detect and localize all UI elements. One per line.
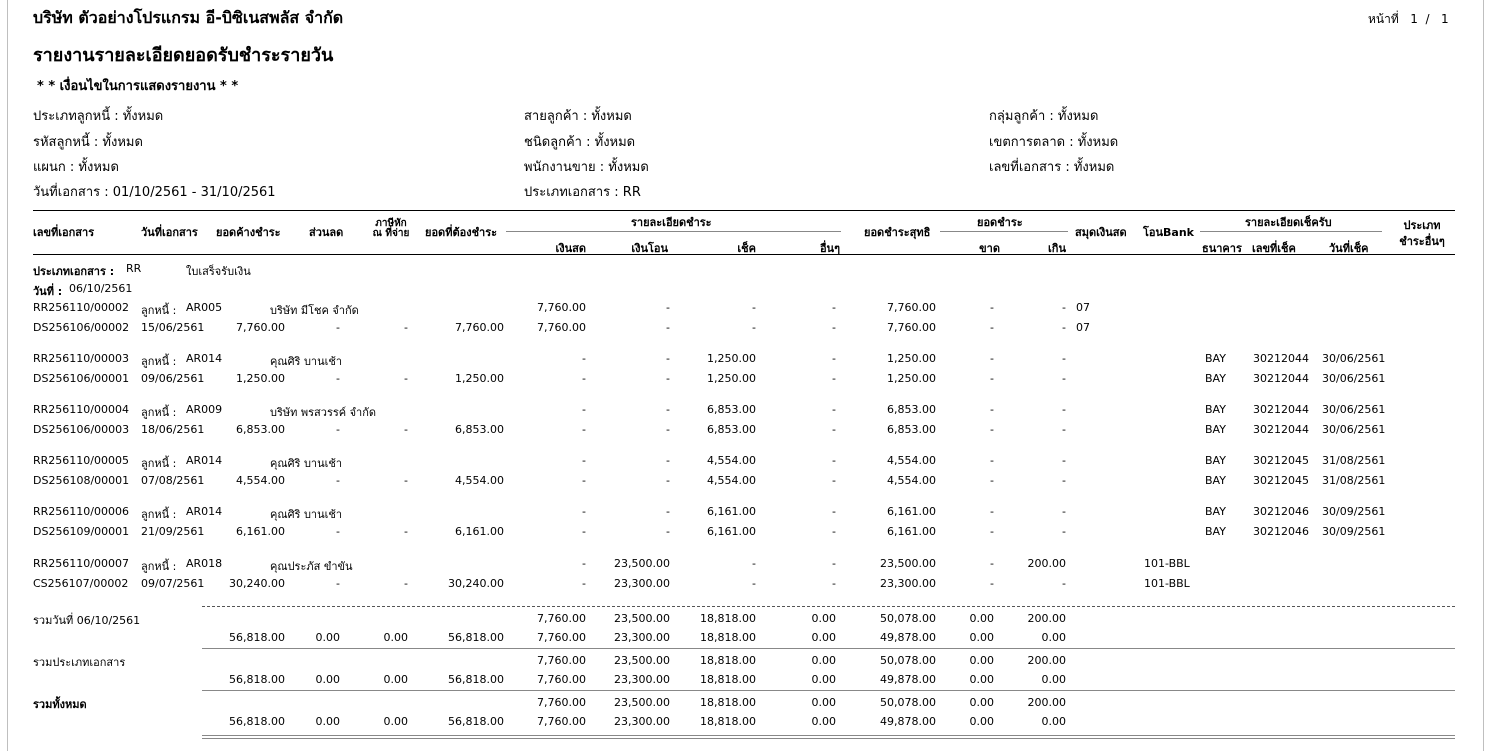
invoice-cheque-no: 30212046 bbox=[1253, 525, 1309, 538]
total-bottom-short: 0.00 bbox=[969, 715, 994, 728]
receipt-cheque-no: 30212046 bbox=[1253, 505, 1309, 518]
invoice-short: - bbox=[990, 423, 994, 436]
total-bottom-cash: 7,760.00 bbox=[537, 673, 586, 686]
criteria-debtor-type: ประเภทลูกหนี้ : ทั้งหมด bbox=[33, 109, 164, 124]
receipt-bank: BAY bbox=[1205, 454, 1226, 467]
total-label: รวมประเภทเอกสาร bbox=[33, 656, 126, 669]
invoice-discount: - bbox=[336, 321, 340, 334]
receipt-short: - bbox=[990, 505, 994, 518]
invoice-doc-no: DS256106/00001 bbox=[33, 372, 130, 385]
receipt-cheque: 6,853.00 bbox=[707, 403, 756, 416]
receipt-cash: 7,760.00 bbox=[537, 301, 586, 314]
header-short: ขาด bbox=[979, 242, 1000, 255]
receipt-short: - bbox=[990, 454, 994, 467]
invoice-transfer: - bbox=[666, 372, 670, 385]
header-other-type-line1: ประเภท bbox=[1403, 219, 1441, 232]
header-payment-detail: รายละเอียดชำระ bbox=[631, 216, 712, 229]
receipt-customer-code: AR009 bbox=[186, 403, 223, 416]
invoice-cheque-no: 30212044 bbox=[1253, 423, 1309, 436]
receipt-customer-label: ลูกหนี้ : bbox=[141, 508, 177, 521]
total-separator bbox=[202, 648, 1455, 649]
receipt-cheque-date: 30/06/2561 bbox=[1322, 403, 1386, 416]
invoice-cheque-date: 30/09/2561 bbox=[1322, 525, 1386, 538]
receipt-transfer: - bbox=[666, 352, 670, 365]
total-separator bbox=[202, 606, 1455, 607]
invoice-cash: - bbox=[582, 525, 586, 538]
receipt-cheque: - bbox=[752, 301, 756, 314]
invoice-due: 30,240.00 bbox=[448, 577, 504, 590]
invoice-transfer: 23,300.00 bbox=[614, 577, 670, 590]
header-wht-line1: ภาษีหัก bbox=[375, 218, 407, 229]
invoice-discount: - bbox=[336, 474, 340, 487]
invoice-cheque: 4,554.00 bbox=[707, 474, 756, 487]
header-wht-line2: ณ ที่จ่าย bbox=[372, 228, 410, 239]
total-bottom-due: 56,818.00 bbox=[448, 715, 504, 728]
header-bank: ธนาคาร bbox=[1202, 242, 1242, 255]
invoice-cheque: - bbox=[752, 577, 756, 590]
receipt-over: - bbox=[1062, 505, 1066, 518]
total-bottom-due: 56,818.00 bbox=[448, 673, 504, 686]
receipt-transfer: - bbox=[666, 403, 670, 416]
total-top-net: 50,078.00 bbox=[880, 654, 936, 667]
invoice-cash: - bbox=[582, 577, 586, 590]
receipt-cheque-date: 31/08/2561 bbox=[1322, 454, 1386, 467]
receipt-customer-label: ลูกหนี้ : bbox=[141, 560, 177, 573]
invoice-other: - bbox=[832, 372, 836, 385]
invoice-bank: BAY bbox=[1205, 525, 1226, 538]
header-other-type bbox=[1392, 218, 1452, 250]
invoice-cash: - bbox=[582, 372, 586, 385]
total-top-cheque: 18,818.00 bbox=[700, 612, 756, 625]
total-bottom-transfer: 23,300.00 bbox=[614, 673, 670, 686]
invoice-outstanding: 7,760.00 bbox=[236, 321, 285, 334]
header-cash: เงินสด bbox=[555, 242, 586, 255]
invoice-short: - bbox=[990, 321, 994, 334]
header-paid-group: ยอดชำระ bbox=[977, 216, 1023, 229]
invoice-transfer: - bbox=[666, 474, 670, 487]
total-top-over: 200.00 bbox=[1027, 654, 1066, 667]
grand-total-rule-2 bbox=[202, 738, 1455, 739]
total-bottom-over: 0.00 bbox=[1041, 715, 1066, 728]
total-bottom-over: 0.00 bbox=[1041, 673, 1066, 686]
invoice-other: - bbox=[832, 321, 836, 334]
header-cheque-date: วันที่เช็ค bbox=[1329, 242, 1369, 255]
invoice-cash: - bbox=[582, 474, 586, 487]
invoice-transfer: - bbox=[666, 321, 670, 334]
total-bottom-wht: 0.00 bbox=[383, 715, 408, 728]
total-bottom-other: 0.00 bbox=[811, 673, 836, 686]
invoice-wht: - bbox=[404, 321, 408, 334]
total-top-short: 0.00 bbox=[969, 696, 994, 709]
header-amount-due: ยอดที่ต้องชำระ bbox=[425, 226, 498, 239]
receipt-transfer: - bbox=[666, 505, 670, 518]
invoice-short: - bbox=[990, 474, 994, 487]
receipt-cheque: 1,250.00 bbox=[707, 352, 756, 365]
invoice-net: 6,161.00 bbox=[887, 525, 936, 538]
date-label: วันที่ : bbox=[33, 285, 63, 298]
invoice-cheque-date: 30/06/2561 bbox=[1322, 372, 1386, 385]
invoice-short: - bbox=[990, 577, 994, 590]
invoice-outstanding: 4,554.00 bbox=[236, 474, 285, 487]
receipt-net: 6,853.00 bbox=[887, 403, 936, 416]
receipt-net: 1,250.00 bbox=[887, 352, 936, 365]
receipt-cheque: 6,161.00 bbox=[707, 505, 756, 518]
invoice-other: - bbox=[832, 525, 836, 538]
receipt-cheque-no: 30212044 bbox=[1253, 352, 1309, 365]
receipt-over: - bbox=[1062, 454, 1066, 467]
receipt-doc-no: RR256110/00007 bbox=[33, 557, 129, 570]
grand-total-rule-1 bbox=[202, 735, 1455, 736]
total-bottom-short: 0.00 bbox=[969, 673, 994, 686]
invoice-outstanding: 1,250.00 bbox=[236, 372, 285, 385]
receipt-transfer: - bbox=[666, 301, 670, 314]
invoice-over: - bbox=[1062, 577, 1066, 590]
invoice-cheque: 6,853.00 bbox=[707, 423, 756, 436]
page-border-left bbox=[7, 0, 8, 751]
receipt-other: - bbox=[832, 505, 836, 518]
receipt-customer-label: ลูกหนี้ : bbox=[141, 355, 177, 368]
total-bottom-transfer: 23,300.00 bbox=[614, 715, 670, 728]
total-bottom-cash: 7,760.00 bbox=[537, 631, 586, 644]
header-other-type-line2: ชำระอื่นๆ bbox=[1399, 235, 1445, 248]
invoice-net: 7,760.00 bbox=[887, 321, 936, 334]
invoice-date: 18/06/2561 bbox=[141, 423, 205, 436]
criteria-market-zone: เขตการตลาด : ทั้งหมด bbox=[989, 135, 1119, 150]
doc-type-name: ใบเสร็จรับเงิน bbox=[186, 265, 251, 278]
receipt-net: 4,554.00 bbox=[887, 454, 936, 467]
receipt-over: - bbox=[1062, 352, 1066, 365]
receipt-cash: - bbox=[582, 352, 586, 365]
invoice-net: 4,554.00 bbox=[887, 474, 936, 487]
header-wht bbox=[366, 219, 416, 239]
receipt-cheque: - bbox=[752, 557, 756, 570]
invoice-doc-no: DS256108/00001 bbox=[33, 474, 130, 487]
total-bottom-outstanding: 56,818.00 bbox=[229, 715, 285, 728]
total-bottom-wht: 0.00 bbox=[383, 673, 408, 686]
criteria-customer-group: กลุ่มลูกค้า : ทั้งหมด bbox=[989, 109, 1099, 124]
receipt-short: - bbox=[990, 557, 994, 570]
invoice-due: 6,853.00 bbox=[455, 423, 504, 436]
invoice-discount: - bbox=[336, 423, 340, 436]
receipt-customer-code: AR005 bbox=[186, 301, 223, 314]
total-top-short: 0.00 bbox=[969, 654, 994, 667]
receipt-doc-no: RR256110/00002 bbox=[33, 301, 129, 314]
invoice-bank: BAY bbox=[1205, 423, 1226, 436]
total-top-cash: 7,760.00 bbox=[537, 654, 586, 667]
total-top-net: 50,078.00 bbox=[880, 612, 936, 625]
receipt-doc-no: RR256110/00003 bbox=[33, 352, 129, 365]
receipt-customer-label: ลูกหนี้ : bbox=[141, 457, 177, 470]
total-bottom-wht: 0.00 bbox=[383, 631, 408, 644]
invoice-cheque-date: 30/06/2561 bbox=[1322, 423, 1386, 436]
total-top-short: 0.00 bbox=[969, 612, 994, 625]
invoice-date: 09/07/2561 bbox=[141, 577, 205, 590]
total-bottom-due: 56,818.00 bbox=[448, 631, 504, 644]
header-doc-date: วันที่เอกสาร bbox=[141, 226, 198, 239]
receipt-customer-label: ลูกหนี้ : bbox=[141, 406, 177, 419]
header-top-rule bbox=[33, 210, 1455, 211]
receipt-other: - bbox=[832, 454, 836, 467]
invoice-due: 6,161.00 bbox=[455, 525, 504, 538]
receipt-bank: BAY bbox=[1205, 403, 1226, 416]
invoice-short: - bbox=[990, 525, 994, 538]
invoice-net: 1,250.00 bbox=[887, 372, 936, 385]
receipt-cash: - bbox=[582, 403, 586, 416]
total-bottom-outstanding: 56,818.00 bbox=[229, 673, 285, 686]
header-net-paid: ยอดชำระสุทธิ bbox=[864, 226, 931, 239]
receipt-bank-transfer: 101-BBL bbox=[1144, 557, 1190, 570]
total-top-transfer: 23,500.00 bbox=[614, 696, 670, 709]
date-value: 06/10/2561 bbox=[69, 282, 133, 295]
receipt-cashbook: 07 bbox=[1076, 301, 1090, 314]
receipt-bank: BAY bbox=[1205, 505, 1226, 518]
total-bottom-short: 0.00 bbox=[969, 631, 994, 644]
invoice-doc-no: CS256107/00002 bbox=[33, 577, 129, 590]
total-top-cash: 7,760.00 bbox=[537, 612, 586, 625]
invoice-due: 7,760.00 bbox=[455, 321, 504, 334]
invoice-due: 1,250.00 bbox=[455, 372, 504, 385]
total-top-other: 0.00 bbox=[811, 612, 836, 625]
criteria-debtor-code: รหัสลูกหนี้ : ทั้งหมด bbox=[33, 135, 143, 150]
total-bottom-discount: 0.00 bbox=[315, 631, 340, 644]
receipt-cash: - bbox=[582, 505, 586, 518]
invoice-short: - bbox=[990, 372, 994, 385]
doc-type-label: ประเภทเอกสาร : bbox=[33, 265, 115, 278]
receipt-customer-name: คุณศิริ บานเช้า bbox=[270, 508, 343, 521]
total-bottom-outstanding: 56,818.00 bbox=[229, 631, 285, 644]
total-label: รวมทั้งหมด bbox=[33, 698, 87, 711]
criteria-department: แผนก : ทั้งหมด bbox=[33, 160, 119, 175]
total-top-transfer: 23,500.00 bbox=[614, 612, 670, 625]
receipt-customer-name: บริษัท พรสวรรค์ จำกัด bbox=[270, 406, 377, 419]
invoice-bank: BAY bbox=[1205, 372, 1226, 385]
total-top-other: 0.00 bbox=[811, 696, 836, 709]
receipt-over: - bbox=[1062, 403, 1066, 416]
invoice-transfer: - bbox=[666, 525, 670, 538]
total-bottom-net: 49,878.00 bbox=[880, 715, 936, 728]
criteria-customer-line: สายลูกค้า : ทั้งหมด bbox=[524, 109, 632, 124]
total-bottom-cheque: 18,818.00 bbox=[700, 631, 756, 644]
invoice-wht: - bbox=[404, 525, 408, 538]
invoice-net: 6,853.00 bbox=[887, 423, 936, 436]
invoice-bank: BAY bbox=[1205, 474, 1226, 487]
header-bank-transfer: โอนBank bbox=[1143, 226, 1194, 239]
receipt-customer-code: AR014 bbox=[186, 352, 223, 365]
invoice-over: - bbox=[1062, 372, 1066, 385]
total-top-transfer: 23,500.00 bbox=[614, 654, 670, 667]
invoice-other: - bbox=[832, 423, 836, 436]
receipt-doc-no: RR256110/00005 bbox=[33, 454, 129, 467]
criteria-doc-date: วันที่เอกสาร : 01/10/2561 - 31/10/2561 bbox=[33, 185, 276, 200]
invoice-over: - bbox=[1062, 525, 1066, 538]
invoice-bank-transfer: 101-BBL bbox=[1144, 577, 1190, 590]
total-bottom-cheque: 18,818.00 bbox=[700, 673, 756, 686]
invoice-cheque: - bbox=[752, 321, 756, 334]
receipt-short: - bbox=[990, 301, 994, 314]
receipt-customer-name: คุณศิริ บานเช้า bbox=[270, 457, 343, 470]
receipt-transfer: 23,500.00 bbox=[614, 557, 670, 570]
invoice-cheque: 1,250.00 bbox=[707, 372, 756, 385]
invoice-date: 21/09/2561 bbox=[141, 525, 205, 538]
header-doc-no: เลขที่เอกสาร bbox=[33, 226, 95, 239]
invoice-discount: - bbox=[336, 372, 340, 385]
invoice-date: 15/06/2561 bbox=[141, 321, 205, 334]
header-cashbook: สมุดเงินสด bbox=[1075, 226, 1127, 239]
report-title: รายงานรายละเอียดยอดรับชำระรายวัน bbox=[33, 45, 334, 66]
total-separator bbox=[202, 690, 1455, 691]
total-top-net: 50,078.00 bbox=[880, 696, 936, 709]
invoice-cash: 7,760.00 bbox=[537, 321, 586, 334]
header-other: อื่นๆ bbox=[819, 242, 840, 255]
receipt-cash: - bbox=[582, 454, 586, 467]
total-bottom-discount: 0.00 bbox=[315, 715, 340, 728]
total-label: รวมวันที่ 06/10/2561 bbox=[33, 614, 141, 627]
invoice-due: 4,554.00 bbox=[455, 474, 504, 487]
receipt-customer-code: AR014 bbox=[186, 505, 223, 518]
invoice-cashbook: 07 bbox=[1076, 321, 1090, 334]
receipt-other: - bbox=[832, 352, 836, 365]
invoice-wht: - bbox=[404, 474, 408, 487]
page-border-right bbox=[1483, 0, 1484, 751]
total-top-cheque: 18,818.00 bbox=[700, 696, 756, 709]
receipt-customer-code: AR018 bbox=[186, 557, 223, 570]
invoice-outstanding: 30,240.00 bbox=[229, 577, 285, 590]
total-top-cheque: 18,818.00 bbox=[700, 654, 756, 667]
criteria-salesperson: พนักงานขาย : ทั้งหมด bbox=[524, 160, 649, 175]
header-cheque-detail: รายละเอียดเช็ครับ bbox=[1245, 216, 1332, 229]
invoice-wht: - bbox=[404, 372, 408, 385]
total-bottom-over: 0.00 bbox=[1041, 631, 1066, 644]
invoice-net: 23,300.00 bbox=[880, 577, 936, 590]
invoice-cheque: 6,161.00 bbox=[707, 525, 756, 538]
receipt-customer-name: คุณศิริ บานเช้า bbox=[270, 355, 343, 368]
invoice-wht: - bbox=[404, 423, 408, 436]
invoice-transfer: - bbox=[666, 423, 670, 436]
receipt-net: 23,500.00 bbox=[880, 557, 936, 570]
receipt-short: - bbox=[990, 403, 994, 416]
receipt-doc-no: RR256110/00004 bbox=[33, 403, 129, 416]
invoice-outstanding: 6,161.00 bbox=[236, 525, 285, 538]
invoice-cash: - bbox=[582, 423, 586, 436]
invoice-date: 07/08/2561 bbox=[141, 474, 205, 487]
criteria-doc-no: เลขที่เอกสาร : ทั้งหมด bbox=[989, 160, 1115, 175]
header-cheque-no: เลขที่เช็ค bbox=[1252, 242, 1296, 255]
company-name: บริษัท ตัวอย่างโปรแกรม อี-บิซิเนสพลัส จำกัด bbox=[33, 8, 344, 27]
payment-detail-rule bbox=[506, 231, 841, 232]
page-number: หน้าที่ 1 / 1 bbox=[1368, 12, 1449, 26]
invoice-wht: - bbox=[404, 577, 408, 590]
receipt-cheque-no: 30212045 bbox=[1253, 454, 1309, 467]
total-bottom-cheque: 18,818.00 bbox=[700, 715, 756, 728]
receipt-cheque-no: 30212044 bbox=[1253, 403, 1309, 416]
receipt-net: 6,161.00 bbox=[887, 505, 936, 518]
conditions-title: * * เงื่อนไขในการแสดงรายงาน * * bbox=[37, 79, 239, 94]
invoice-cheque-no: 30212044 bbox=[1253, 372, 1309, 385]
receipt-cheque-date: 30/06/2561 bbox=[1322, 352, 1386, 365]
doc-type-code: RR bbox=[126, 262, 142, 275]
receipt-other: - bbox=[832, 557, 836, 570]
receipt-customer-name: บริษัท มีโชค จำกัด bbox=[270, 304, 359, 317]
invoice-outstanding: 6,853.00 bbox=[236, 423, 285, 436]
paid-group-rule bbox=[940, 231, 1068, 232]
total-bottom-transfer: 23,300.00 bbox=[614, 631, 670, 644]
invoice-over: - bbox=[1062, 423, 1066, 436]
receipt-over: 200.00 bbox=[1027, 557, 1066, 570]
header-discount: ส่วนลด bbox=[309, 226, 344, 239]
receipt-bank: BAY bbox=[1205, 352, 1226, 365]
invoice-cheque-no: 30212045 bbox=[1253, 474, 1309, 487]
header-outstanding: ยอดค้างชำระ bbox=[216, 226, 281, 239]
header-cheque: เช็ค bbox=[737, 242, 756, 255]
receipt-customer-code: AR014 bbox=[186, 454, 223, 467]
total-bottom-other: 0.00 bbox=[811, 631, 836, 644]
total-top-cash: 7,760.00 bbox=[537, 696, 586, 709]
invoice-date: 09/06/2561 bbox=[141, 372, 205, 385]
invoice-discount: - bbox=[336, 525, 340, 538]
receipt-cash: - bbox=[582, 557, 586, 570]
total-top-other: 0.00 bbox=[811, 654, 836, 667]
receipt-customer-name: คุณประภัส ขำขัน bbox=[270, 560, 353, 573]
header-transfer: เงินโอน bbox=[631, 242, 668, 255]
invoice-doc-no: DS256106/00003 bbox=[33, 423, 130, 436]
header-over: เกิน bbox=[1048, 242, 1066, 255]
invoice-over: - bbox=[1062, 474, 1066, 487]
receipt-cheque: 4,554.00 bbox=[707, 454, 756, 467]
total-top-over: 200.00 bbox=[1027, 612, 1066, 625]
receipt-customer-label: ลูกหนี้ : bbox=[141, 304, 177, 317]
invoice-doc-no: DS256109/00001 bbox=[33, 525, 130, 538]
total-bottom-other: 0.00 bbox=[811, 715, 836, 728]
invoice-over: - bbox=[1062, 321, 1066, 334]
total-bottom-net: 49,878.00 bbox=[880, 673, 936, 686]
invoice-cheque-date: 31/08/2561 bbox=[1322, 474, 1386, 487]
receipt-short: - bbox=[990, 352, 994, 365]
receipt-other: - bbox=[832, 403, 836, 416]
total-bottom-discount: 0.00 bbox=[315, 673, 340, 686]
criteria-customer-kind: ชนิดลูกค้า : ทั้งหมด bbox=[524, 135, 636, 150]
total-bottom-net: 49,878.00 bbox=[880, 631, 936, 644]
receipt-other: - bbox=[832, 301, 836, 314]
receipt-transfer: - bbox=[666, 454, 670, 467]
invoice-other: - bbox=[832, 474, 836, 487]
receipt-over: - bbox=[1062, 301, 1066, 314]
invoice-discount: - bbox=[336, 577, 340, 590]
total-top-over: 200.00 bbox=[1027, 696, 1066, 709]
invoice-doc-no: DS256106/00002 bbox=[33, 321, 130, 334]
cheque-detail-rule bbox=[1200, 231, 1382, 232]
total-bottom-cash: 7,760.00 bbox=[537, 715, 586, 728]
receipt-net: 7,760.00 bbox=[887, 301, 936, 314]
invoice-other: - bbox=[832, 577, 836, 590]
receipt-cheque-date: 30/09/2561 bbox=[1322, 505, 1386, 518]
receipt-doc-no: RR256110/00006 bbox=[33, 505, 129, 518]
criteria-doc-type: ประเภทเอกสาร : RR bbox=[524, 185, 641, 200]
